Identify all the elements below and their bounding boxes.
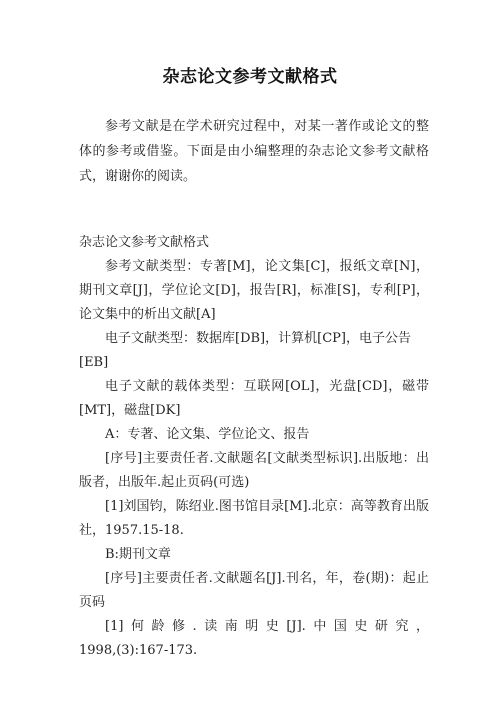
category-a-format: [序号]主要责任者.文献题名[文献类型标识].出版地：出版者，出版年.起止页码(可选) (79, 451, 429, 490)
section-heading: 杂志论文参考文献格式 (79, 235, 210, 250)
category-b-example-line2: 1998,(3):167-173. (79, 643, 198, 658)
category-a-heading: A：专著、论文集、学位论文、报告 (105, 427, 310, 442)
intro-paragraph: 参考文献是在学术研究过程中，对某一著作或论文的整体的参考或借鉴。下面是由小编整理的杂志论文参考文献格式，谢谢你的阅读。 (79, 119, 429, 184)
category-b-heading: B:期刊文章 (105, 547, 171, 562)
electronic-types-paragraph: 电子文献类型：数据库[DB]，计算机[CP]，电子公告[EB] (79, 331, 411, 370)
document-body (79, 231, 429, 663)
document-title: 杂志论文参考文献格式 (162, 67, 338, 87)
carrier-types-paragraph: 电子文献的载体类型：互联网[OL]，光盘[CD]，磁带[MT]，磁盘[DK] (79, 379, 429, 418)
category-a-example: [1]刘国钧，陈绍业.图书馆目录[M].北京：高等教育出版社，1957.15-18. (79, 499, 429, 538)
category-b-format: [序号]主要责任者.文献题名[J].刊名，年，卷(期)：起止页码 (79, 571, 429, 610)
reference-types-paragraph: 参考文献类型：专著[M]，论文集[C]，报纸文章[N]，期刊文章[J]，学位论文[D]，报告[R]，标准[S]，专利[P]，论文集中的析出文献[A] (79, 259, 429, 322)
category-b-example-line1: [1]何龄修.读南明史[J].中国史研究， (105, 619, 429, 634)
